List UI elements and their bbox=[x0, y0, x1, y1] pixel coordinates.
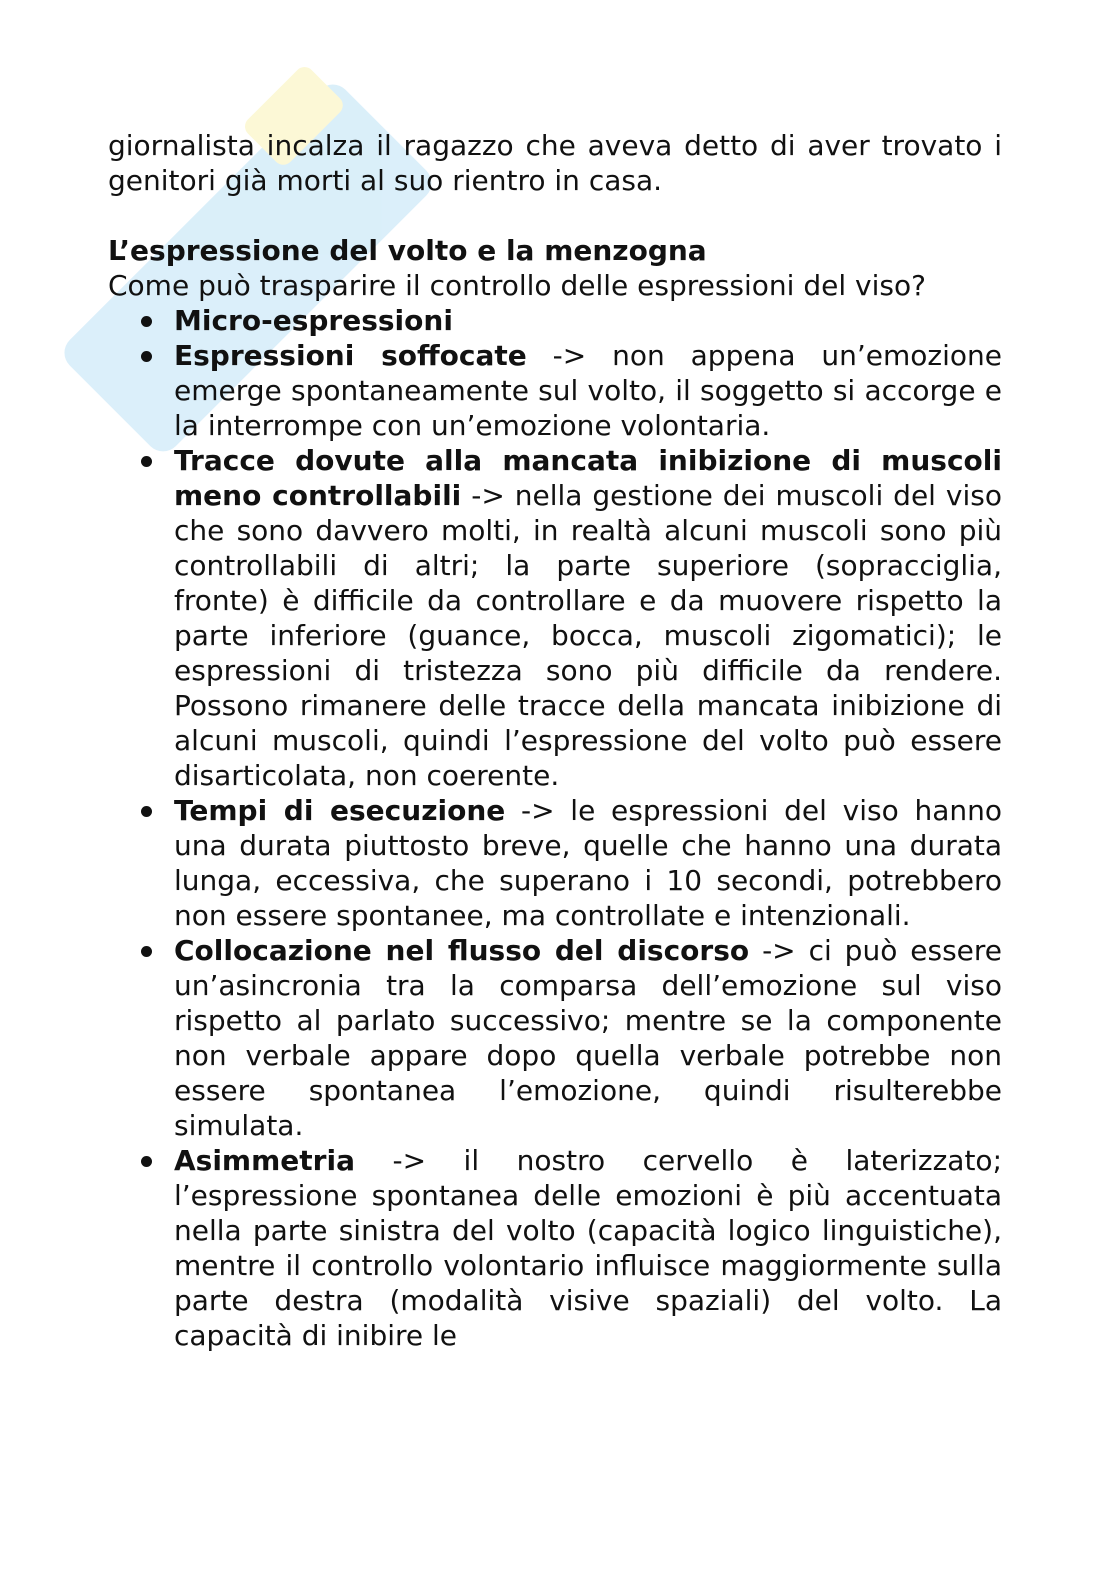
item-term: Tempi di esecuzione bbox=[174, 794, 506, 827]
list-item bbox=[108, 443, 1002, 793]
list-item bbox=[108, 1143, 1002, 1353]
section-question: Come può trasparire il controllo delle espressioni del viso? bbox=[108, 269, 926, 302]
list-item bbox=[108, 338, 1002, 443]
list-item bbox=[108, 303, 1002, 338]
bullet-icon bbox=[141, 351, 152, 362]
item-text: -> nella gestione dei muscoli del viso che sono davvero molti, in realtà alcuni muscoli sono più controllabili di altri; la parte superiore (sopracciglia, fronte) è difficile da controllare e da muovere rispetto la parte inferiore (guance, bocca, muscoli zigomatici); le espressioni di tristezza sono più difficile da rendere. Possono rimanere delle tracce della mancata inibizione di alcuni muscoli, quindi l’espressione del volto può essere disarticolata, non coerente. bbox=[174, 479, 1002, 792]
item-text: -> non appena un’emozione emerge spontaneamente sul volto, il soggetto si accorge e la interrompe con un’emozione volontaria. bbox=[174, 339, 1002, 442]
list-item bbox=[108, 933, 1002, 1143]
document-page bbox=[108, 128, 1002, 1353]
bullet-icon bbox=[141, 316, 152, 327]
item-term: Micro-espressioni bbox=[174, 304, 453, 337]
list-item bbox=[108, 793, 1002, 933]
item-text: -> ci può essere un’asincronia tra la comparsa dell’emozione sul viso rispetto al parlato successivo; mentre se la componente non verbale appare dopo quella verbale potrebbe non essere spontanea l’emozione, quindi risulterebbe simulata. bbox=[174, 934, 1002, 1142]
item-term: Espressioni soffocate bbox=[174, 339, 527, 372]
bullet-icon bbox=[141, 1156, 152, 1167]
item-term: Tracce dovute alla mancata inibizione di muscoli meno controllabili bbox=[174, 444, 1002, 512]
item-term: Asimmetria bbox=[174, 1144, 355, 1177]
item-text: -> il nostro cervello è laterizzato; l’espressione spontanea delle emozioni è più accentuata nella parte sinistra del volto (capacità logico linguistiche), mentre il controllo volontario influisce maggiormente sulla parte destra (modalità visive spaziali) del volto. La capacità di inibire le bbox=[174, 1144, 1002, 1352]
item-text: -> le espressioni del viso hanno una durata piuttosto breve, quelle che hanno una durata lunga, eccessiva, che superano i 10 secondi, potrebbero non essere spontanee, ma controllate e intenzionali. bbox=[174, 794, 1002, 932]
item-term: Collocazione nel flusso del discorso bbox=[174, 934, 750, 967]
paragraph-spacer bbox=[108, 198, 1002, 233]
bullet-icon bbox=[141, 456, 152, 467]
bullet-icon bbox=[141, 806, 152, 817]
section-heading: L’espressione del volto e la menzogna bbox=[108, 234, 707, 267]
intro-paragraph: giornalista incalza il ragazzo che aveva detto di aver trovato i genitori già morti al suo rientro in casa. bbox=[108, 129, 1002, 197]
bullet-list bbox=[108, 303, 1002, 1353]
bullet-icon bbox=[141, 946, 152, 957]
